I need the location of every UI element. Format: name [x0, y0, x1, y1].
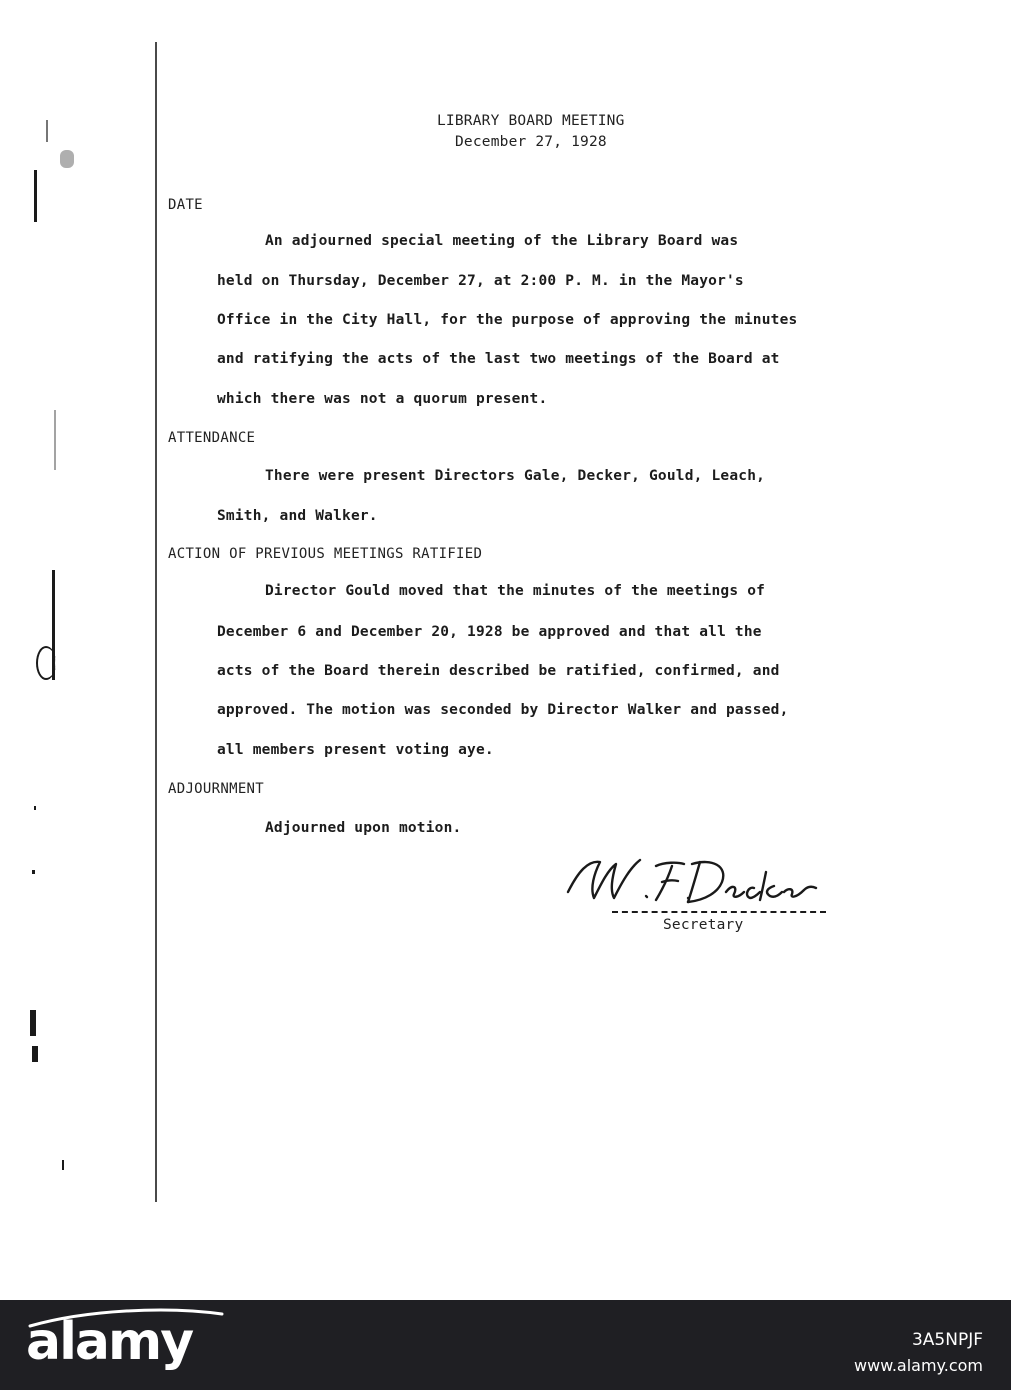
date-paragraph-line: and ratifying the acts of the last two meetings of the Board at [217, 351, 780, 367]
ratified-paragraph-line: Director Gould moved that the minutes of the meetings of [265, 583, 766, 599]
section-heading-attendance: ATTENDANCE [168, 430, 256, 446]
document-title: LIBRARY BOARD MEETING [437, 113, 625, 129]
date-paragraph-line: Office in the City Hall, for the purpose of approving the minutes [217, 312, 798, 328]
scan-speck [34, 170, 37, 222]
ratified-paragraph-line: December 6 and December 20, 1928 be approved and that all the [217, 624, 762, 640]
alamy-swoosh-icon [26, 1306, 226, 1330]
adjournment-paragraph-line: Adjourned upon motion. [265, 820, 462, 836]
section-heading-adjournment: ADJOURNMENT [168, 781, 265, 797]
watermark-brand: alamy [26, 1312, 193, 1372]
attendance-paragraph-line: Smith, and Walker. [217, 508, 378, 524]
section-heading-date: DATE [168, 197, 203, 213]
ratified-paragraph-line: acts of the Board therein described be ratified, confirmed, and [217, 663, 780, 679]
ratified-paragraph-line: all members present voting aye. [217, 742, 494, 758]
margin-line [155, 42, 157, 1202]
date-paragraph-line: held on Thursday, December 27, at 2:00 P. M. in the Mayor's [217, 273, 744, 289]
watermark-logo [26, 1312, 192, 1372]
scan-speck [62, 1160, 64, 1170]
scan-speck [32, 870, 35, 874]
date-paragraph-line: An adjourned special meeting of the Library Board was [265, 233, 739, 249]
scan-speck [36, 646, 56, 680]
scan-speck [34, 806, 36, 810]
ratified-paragraph-line: approved. The motion was seconded by Director Walker and passed, [217, 702, 789, 718]
date-paragraph-line: which there was not a quorum present. [217, 391, 548, 407]
signature-role: Secretary [663, 917, 744, 933]
handwritten-signature [560, 852, 820, 912]
watermark-url: www.alamy.com [854, 1356, 983, 1375]
watermark-image-id: 3A5NPJF [911, 1330, 983, 1350]
section-heading-ratified: ACTION OF PREVIOUS MEETINGS RATIFIED [168, 546, 483, 562]
scan-speck [32, 1046, 38, 1062]
scan-speck [30, 1010, 36, 1036]
document-date: December 27, 1928 [455, 134, 607, 150]
scan-speck [54, 410, 56, 470]
scan-speck [46, 120, 48, 142]
attendance-paragraph-line: There were present Directors Gale, Decker, Gould, Leach, [265, 468, 766, 484]
scan-speck [60, 150, 74, 168]
signature-line [612, 911, 826, 913]
